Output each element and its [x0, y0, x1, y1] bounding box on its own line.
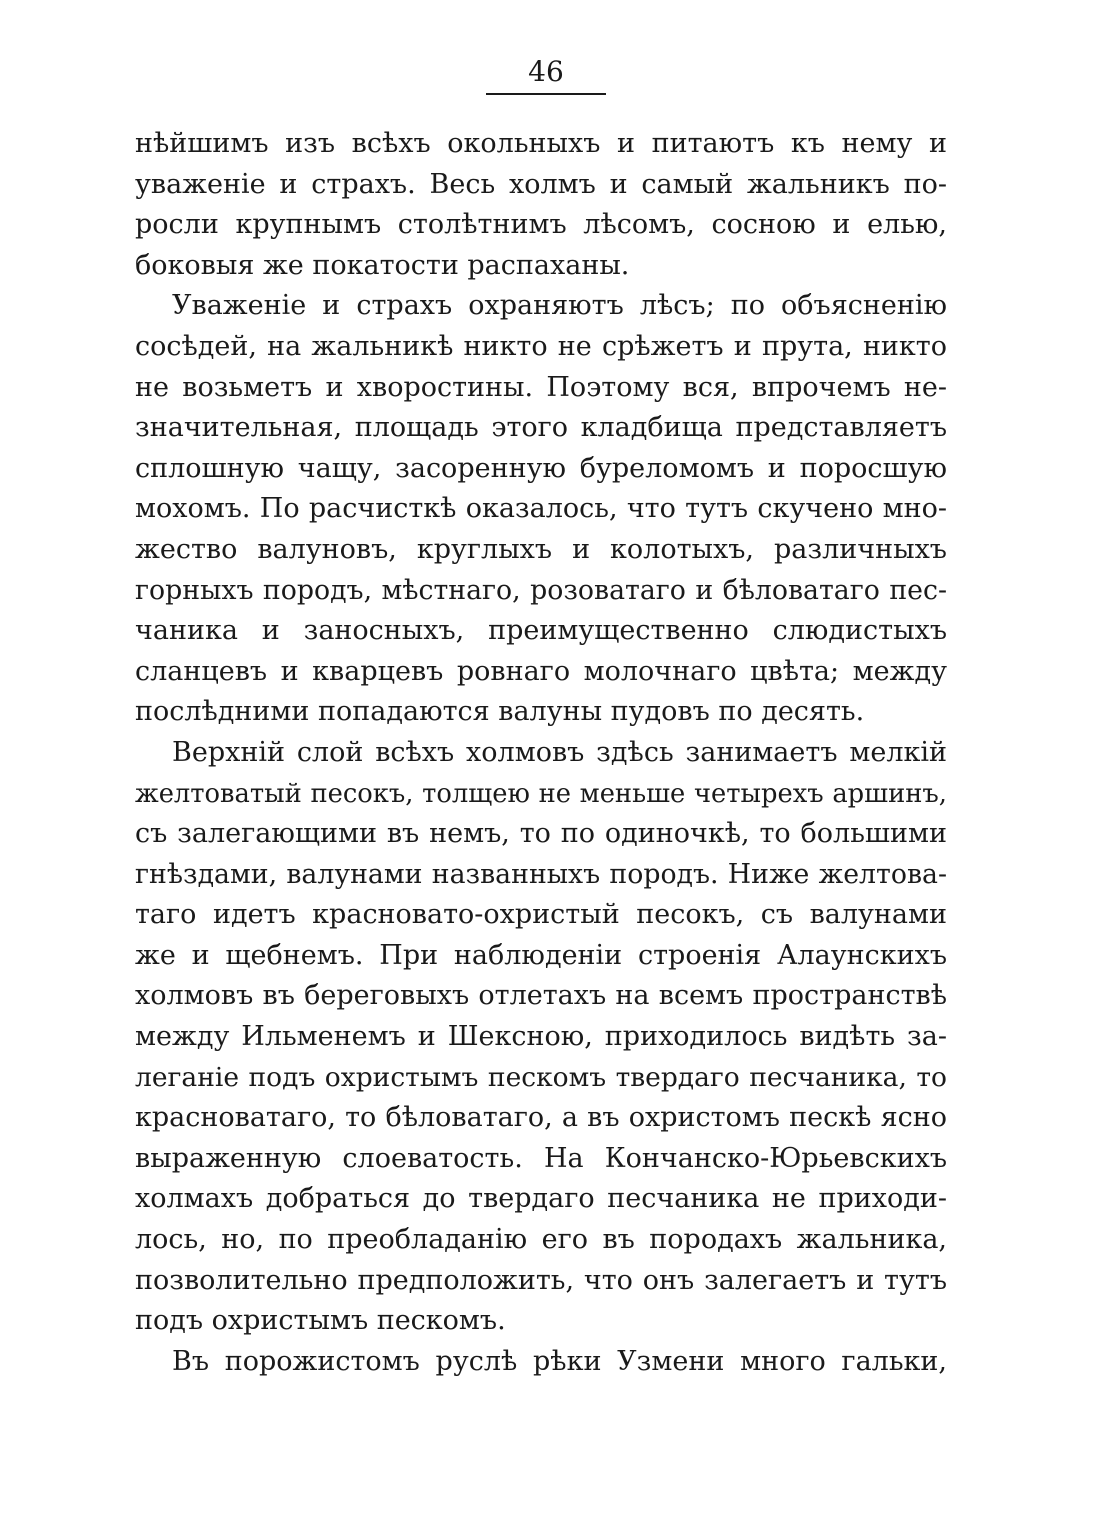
text-line: горныхъ породъ, мѣстнаго, розоватаго и бѣловатаго пес- — [135, 574, 947, 606]
text-line: уваженіе и страхъ. Весь холмъ и самый жальникъ по- — [135, 168, 947, 200]
text-line: таго идетъ красновато-охристый песокъ, съ валунами — [135, 899, 947, 931]
text-line: жество валуновъ, круглыхъ и колотыхъ, различныхъ — [135, 533, 947, 565]
text-line: сланцевъ и кварцевъ ровнаго молочнаго цвѣта; между — [135, 655, 947, 687]
text-line: Верхній слой всѣхъ холмовъ здѣсь занимаетъ мелкій — [172, 736, 947, 768]
text-line: съ залегающими въ немъ, то по одиночкѣ, то большими — [135, 818, 947, 850]
text-line: сосѣдей, на жальникѣ никто не срѣжетъ и прута, никто — [135, 330, 947, 362]
text-line: же и щебнемъ. При наблюденіи строенія Алаунскихъ — [135, 939, 947, 971]
text-line: Въ порожистомъ руслѣ рѣки Узмени много гальки, — [172, 1345, 947, 1377]
text-line: значительная, площадь этого кладбища представляетъ — [135, 412, 947, 444]
text-line: холмовъ въ береговыхъ отлетахъ на всемъ пространствѣ — [135, 980, 947, 1012]
text-line: мохомъ. По расчисткѣ оказалось, что тутъ скучено мно- — [135, 493, 947, 525]
text-line: чаника и заносныхъ, преимущественно слюдистыхъ — [135, 615, 947, 647]
text-line: сплошную чащу, засоренную буреломомъ и поросшую — [135, 452, 947, 484]
page-number-rule — [486, 93, 606, 95]
text-line: лось, но, по преобладанію его въ породахъ жальника, — [135, 1224, 947, 1256]
text-line: желтоватый песокъ, толщею не меньше четырехъ аршинъ, — [135, 778, 947, 809]
text-line: боковыя же покатости распаханы. — [135, 249, 630, 281]
body-text — [135, 124, 947, 1382]
text-line: Уваженіе и страхъ охраняютъ лѣсъ; по объясненію — [172, 290, 947, 322]
text-line: красноватаго, то бѣловатаго, а въ охристомъ пескѣ ясно — [135, 1102, 947, 1134]
text-line: не возьметъ и хворостины. Поэтому вся, впрочемъ не- — [135, 371, 947, 403]
text-line: холмахъ добраться до твердаго песчаника не приходи- — [135, 1183, 947, 1215]
page-number: 46 — [528, 55, 564, 88]
text-line: нѣйшимъ изъ всѣхъ окольныхъ и питаютъ къ нему и — [135, 128, 947, 159]
text-line: послѣдними попадаются валуны пудовъ по десять. — [135, 696, 865, 728]
text-line: росли крупнымъ столѣтнимъ лѣсомъ, сосною и елью, — [135, 209, 947, 241]
text-line: позволительно предположить, что онъ залегаетъ и тутъ — [135, 1264, 947, 1296]
text-line: леганіе подъ охристымъ пескомъ твердаго песчаника, то — [135, 1061, 947, 1093]
text-line: подъ охристымъ пескомъ. — [135, 1305, 506, 1337]
text-line: гнѣздами, валунами названныхъ породъ. Ниже желтова- — [135, 858, 947, 890]
text-line: выраженную слоеватость. На Кончанско-Юрьевскихъ — [135, 1142, 947, 1174]
text-line: между Ильменемъ и Шексною, приходилось видѣть за- — [135, 1021, 947, 1053]
